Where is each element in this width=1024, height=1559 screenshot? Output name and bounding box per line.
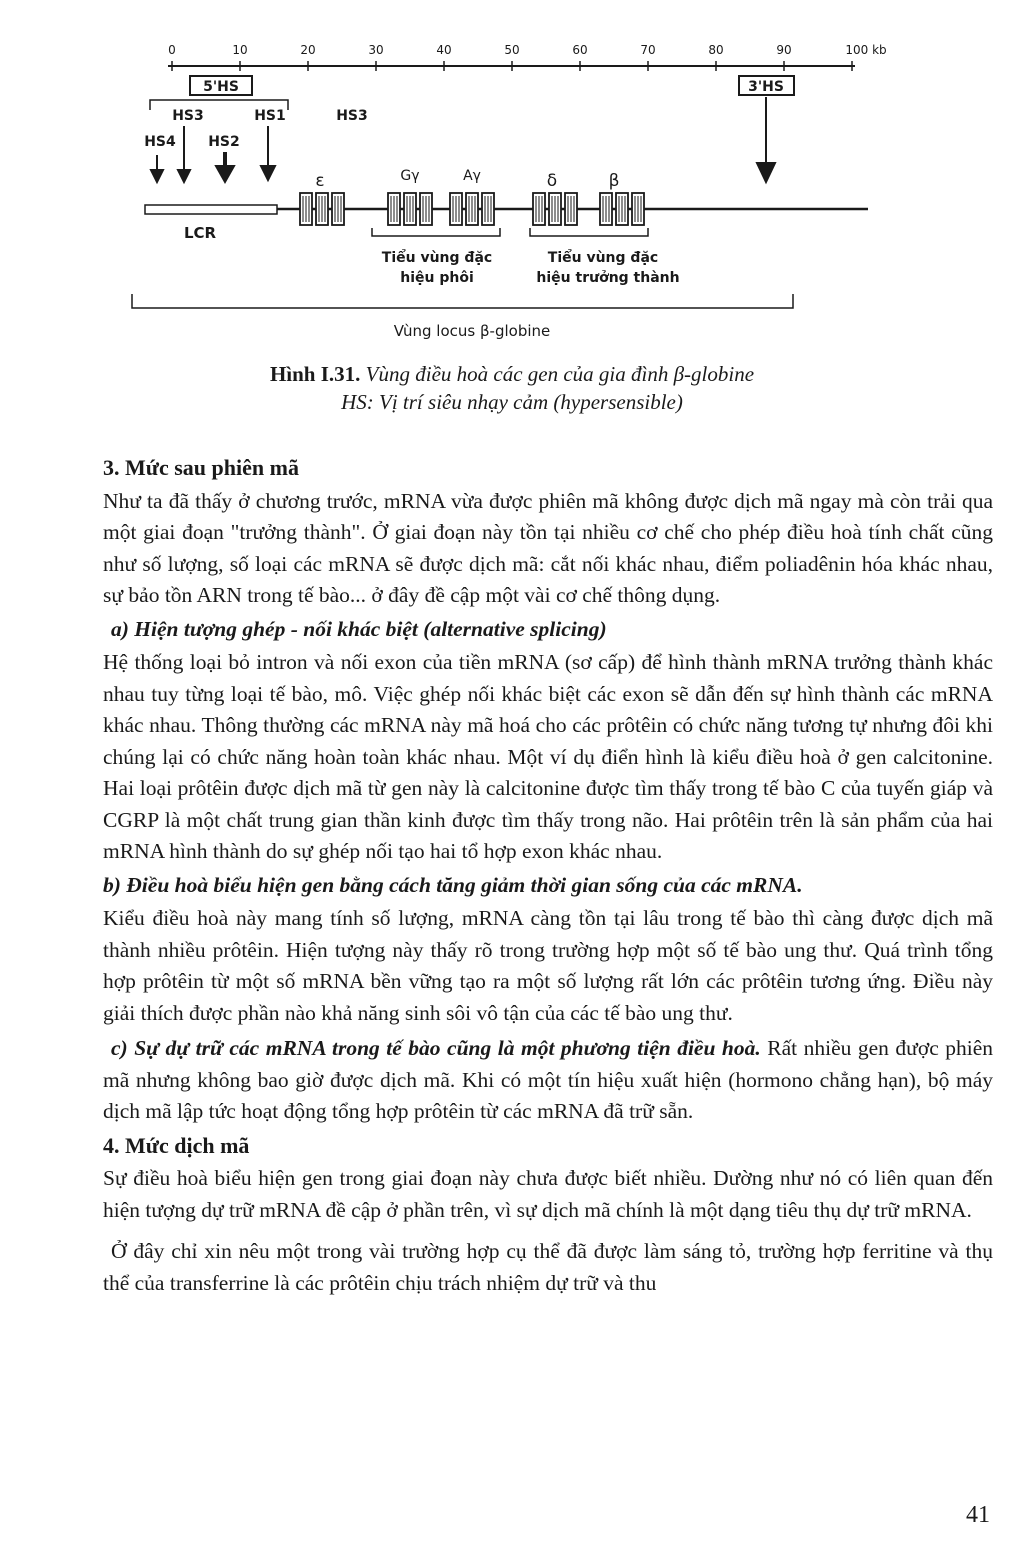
gene-g-gamma-label: Gγ bbox=[400, 168, 420, 184]
subsection-b-title: b) Điều hoà biểu hiện gen bằng cách tăng giảm thời gian sống của các mRNA. bbox=[103, 872, 803, 897]
page-number: 41 bbox=[966, 1502, 990, 1528]
scale-tick-label: 50 bbox=[504, 43, 520, 57]
hs4-label: HS4 bbox=[144, 134, 176, 150]
body-text bbox=[103, 452, 993, 1299]
scale-tick-label: 70 bbox=[640, 43, 656, 57]
gene-beta-box bbox=[600, 193, 644, 225]
lcr-bar bbox=[145, 205, 277, 214]
gene-a-gamma-label: Aγ bbox=[463, 168, 481, 184]
section-4-title: 4. Mức dịch mã bbox=[103, 1132, 250, 1158]
scale-tick-label: 80 bbox=[708, 43, 724, 57]
locus-label: Vùng locus β-globine bbox=[393, 322, 551, 340]
embryo-bracket bbox=[372, 228, 500, 236]
adult-label-line2: hiệu trưởng thành bbox=[536, 270, 680, 286]
scale-tick-label: 60 bbox=[572, 43, 588, 57]
embryo-label-line2: hiệu phôi bbox=[400, 270, 474, 286]
gene-delta-box bbox=[533, 193, 577, 225]
section-4-paragraph-1: Sự điều hoà biểu hiện gen trong giai đoạn này chưa được biết nhiều. Dường như nó có liên quan đến hiện tượng dự trữ mRNA đề cập ở phần trên, vì sự dịch mã chính là một dạng tiêu thụ dự trữ mRNA. bbox=[103, 1166, 993, 1222]
scale-tick-label: 30 bbox=[368, 43, 384, 57]
subsection-b-paragraph: Kiểu điều hoà này mang tính số lượng, mRNA càng tồn tại lâu trong tế bào thì càng được dịch mã thành nhiều prôtêin. Hiện tượng này thấy rõ trong trường hợp một số tế bào ung thư. Quá trình tổng hợp prôtêin từ một số mRNA bền vững tạo ra một số lượng rất lớn các prôtêin tương ứng. Điều này giải thích được phần nào khả năng sinh sôi vô tận của các tế bào ung thư. bbox=[103, 906, 993, 1025]
gene-g-gamma-box bbox=[388, 193, 432, 225]
gene-a-gamma-box bbox=[450, 193, 494, 225]
subsection-c-title: c) Sự dự trữ các mRNA trong tế bào cũng là một phương tiện điều hoà. bbox=[111, 1036, 761, 1060]
locus-bracket bbox=[132, 294, 793, 308]
subsection-c-paragraph bbox=[103, 1033, 993, 1128]
gene-beta-label: β bbox=[608, 171, 620, 191]
adult-label-line1: Tiểu vùng đặc bbox=[547, 250, 659, 266]
gene-epsilon-label: ε bbox=[315, 171, 325, 191]
figure-caption-label: Hình I.31. bbox=[269, 362, 361, 386]
scale-tick-label: 10 bbox=[232, 43, 248, 57]
embryo-label-line1: Tiểu vùng đặc bbox=[381, 250, 493, 266]
hs2-label: HS2 bbox=[208, 134, 240, 150]
hs3prime-label: 3'HS bbox=[748, 79, 784, 95]
gene-epsilon-box bbox=[300, 193, 344, 225]
hs5-label: 5'HS bbox=[203, 79, 239, 95]
section-3-paragraph: Như ta đã thấy ở chương trước, mRNA vừa được phiên mã không được dịch mã ngay mà còn trải qua một giai đoạn "trưởng thành". Ở giai đoạn này tồn tại nhiều cơ chế cho phép điều hoà tính chất cũng như số lượng, số loại các mRNA sẽ được dịch mã: cắt nối khác nhau, điểm poliadênin hóa khác nhau, sự bảo tồn ARN trong tế bào... ở đây đề cập một vài cơ chế thông dụng. bbox=[103, 488, 993, 607]
beta-globin-figure bbox=[0, 0, 1024, 420]
section-3-title: 3. Mức sau phiên mã bbox=[103, 455, 299, 480]
scale-tick-label: 90 bbox=[776, 43, 792, 57]
gene-delta-label: δ bbox=[546, 171, 558, 191]
figure-caption-line1 bbox=[0, 360, 1024, 388]
hs3b-label: HS3 bbox=[336, 108, 368, 124]
subsection-a-paragraph: Hệ thống loại bỏ intron và nối exon của tiền mRNA (sơ cấp) để hình thành mRNA trưởng thành khác nhau tuy từng loại tế bào, mô. Việc ghép nối khác biệt các exon sẽ dẫn đến sự hình thành các mRNA khác nhau. Thông thường các mRNA này mã hoá cho các prôtêin có chức năng tương tự nhưng đôi khi chúng lại có chức năng hoàn toàn khác nhau. Một ví dụ điển hình là kiểu điều hoà ở gen calcitonine. Hai loại prôtêin được dịch mã từ gen này là calcitonine được tìm thấy trong tế bào C của tuyến giáp và CGRP là một chất trung gian thần kinh được tìm thấy trong não. Hai prôtêin trên là sản phẩm của hai mRNA hình thành do sự ghép nối tạo hai tổ hợp exon khác nhau. bbox=[103, 650, 993, 863]
figure-caption-line2: HS: Vị trí siêu nhạy cảm (hypersensible) bbox=[341, 390, 683, 414]
scale-tick-label: 40 bbox=[436, 43, 452, 57]
scale-tick-label: 0 bbox=[168, 43, 176, 57]
scale-tick-label: 100 kb bbox=[845, 43, 887, 57]
hs3-label: HS3 bbox=[172, 108, 204, 124]
figure-caption-text: Vùng điều hoà các gen của gia đình β-globine bbox=[365, 362, 755, 386]
section-4-paragraph-2: Ở đây chỉ xin nêu một trong vài trường hợp cụ thể đã được làm sáng tỏ, trường hợp ferritine và thụ thể của transferrine là các prôtêin chịu trách nhiệm dự trữ và thu bbox=[103, 1239, 993, 1295]
subsection-a-title: a) Hiện tượng ghép - nối khác biệt (alternative splicing) bbox=[111, 616, 607, 641]
scale-tick-label: 20 bbox=[300, 43, 316, 57]
hs1-label: HS1 bbox=[254, 108, 286, 124]
subsection-c-text: Rất nhiều gen được phiên mã nhưng không bao giờ được dịch mã. Khi có một tín hiệu xuất hiện (hormono chẳng hạn), bộ máy dịch mã lập tức hoạt động tổng hợp prôtêin từ các mRNA đã trữ sẵn. bbox=[103, 1036, 993, 1123]
beta-globin-diagram bbox=[0, 0, 1024, 420]
lcr-label: LCR bbox=[183, 224, 217, 242]
adult-bracket bbox=[530, 228, 648, 236]
